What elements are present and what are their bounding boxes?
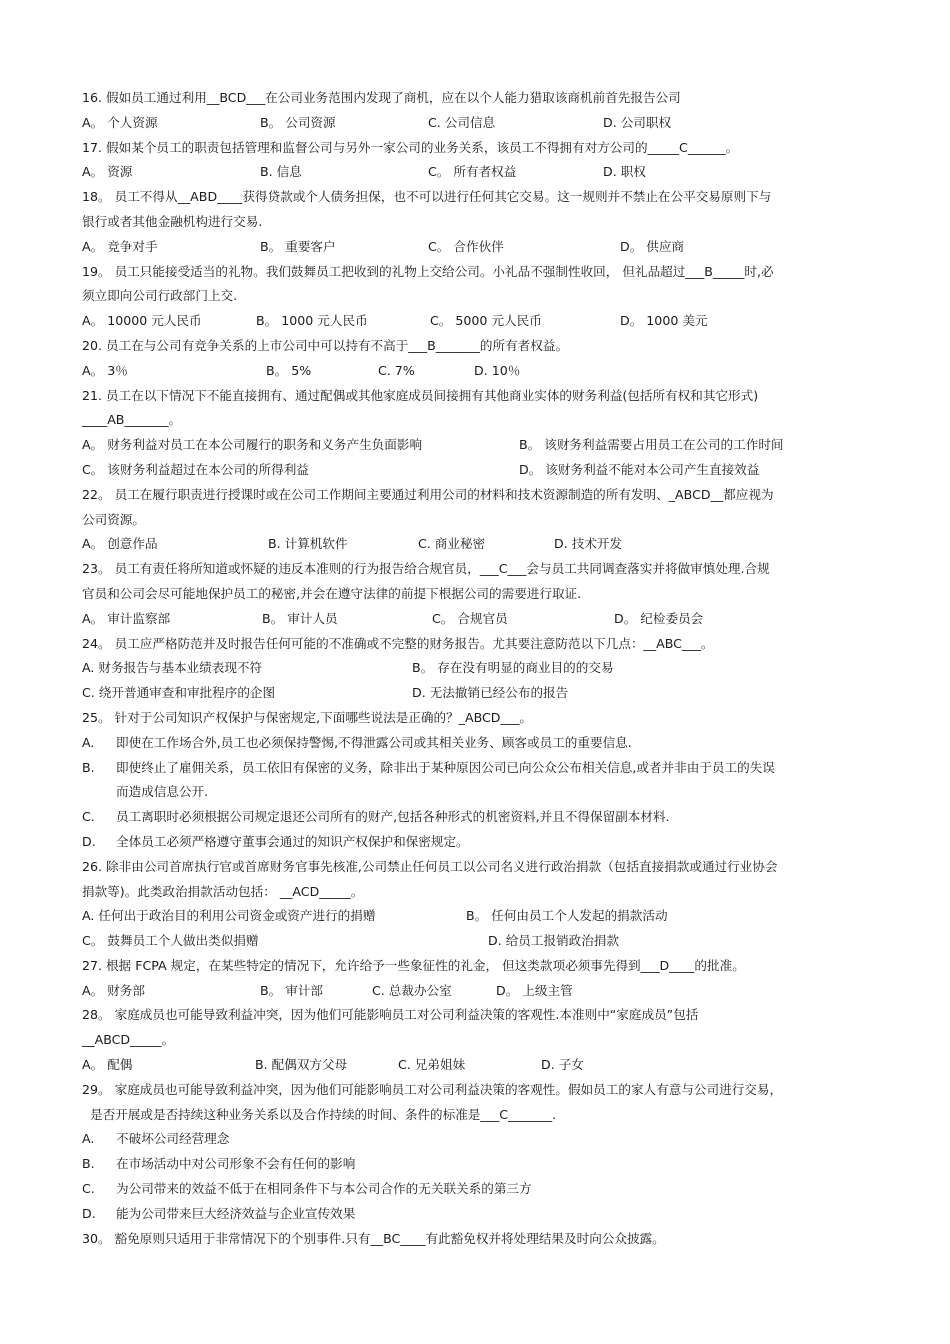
statement-label: A. — [82, 1131, 95, 1147]
question-19-line-1: 19。 员工只能接受适当的礼物。我们鼓舞员工把收到的礼物上交给公司。小礼品不强制性收回， 但礼品超过___B_____时,必 — [82, 263, 774, 279]
question-17: 17. 假如某个员工的职责包括管理和监督公司与另外一家公司的业务关系，该员工不得拥有对方公司的_____C______。 — [82, 139, 739, 155]
option-a: A。 财务部 — [82, 982, 145, 998]
question-30: 30。 豁免原则只适用于非常情况下的个别事件.只有__BC____有此豁免权并将处理结果及时向公众披露。 — [82, 1230, 665, 1246]
option-b: B. 信息 — [260, 164, 302, 180]
question-22-line-1: 22。 员工在履行职责进行授课时或在公司工作期间主要通过利用公司的材料和技术资源制造的所有发明、_ABCD__都应视为 — [82, 486, 774, 502]
option-c: C. 兄弟姐妹 — [398, 1057, 466, 1073]
option-d: D. 10％ — [474, 362, 521, 378]
statement-text: 不破坏公司经营理念 — [116, 1131, 230, 1147]
question-22-line-2: 公司资源。 — [82, 511, 145, 527]
option-d: D. 子女 — [541, 1057, 584, 1073]
option-b: B。 重要客户 — [260, 238, 336, 254]
option-d: D. 职权 — [603, 164, 646, 180]
option-b: B。 审计部 — [260, 982, 324, 998]
statement-d — [82, 830, 884, 855]
option-b: B. 配偶双方父母 — [255, 1057, 348, 1073]
statement-text: 即使终止了雇佣关系，员工依旧有保密的义务，除非出于某种原因公司已向公众公布相关信息,或者并非由于员工的失误 — [116, 759, 775, 775]
option-d: D。 该财务利益不能对本公司产生直接效益 — [519, 461, 760, 477]
question-27: 27. 根据 FCPA 规定，在某些特定的情况下，允许给予一些象征性的礼金， 但这类款项必须事先得到___D____的批准。 — [82, 957, 745, 973]
option-a: A。 竞争对手 — [82, 238, 158, 254]
options-27 — [82, 979, 884, 1004]
option-c: C. 7% — [378, 362, 415, 378]
option-a: A。 审计监察部 — [82, 610, 171, 626]
statement-label: C. — [82, 809, 95, 825]
option-c: C。 合作伙伴 — [428, 238, 504, 254]
option-a: A。 配偶 — [82, 1057, 133, 1073]
option-c: C。 所有者权益 — [428, 164, 517, 180]
question-28-line-1: 28。 家庭成员也可能导致利益冲突，因为他们可能影响员工对公司利益决策的客观性.本准则中“家庭成员”包括 — [82, 1007, 699, 1023]
statement-label: D. — [82, 833, 96, 849]
question-28-line-2: __ABCD_____。 — [82, 1032, 175, 1048]
question-24: 24。 员工应严格防范并及时报告任何可能的不准确或不完整的财务报告。尤其要注意防范以下几点：__ABC___。 — [82, 635, 714, 651]
statement-text: 即使在工作场合外,员工也必须保持警惕,不得泄露公司或其相关业务、顾客或员工的重要信息. — [116, 734, 632, 750]
statement-b — [82, 756, 884, 781]
question-21-line-2: ____AB_______。 — [82, 412, 182, 428]
option-a: A。 创意作品 — [82, 536, 158, 552]
question-19-line-2: 须立即向公司行政部门上交. — [82, 288, 238, 304]
option-c: C。 鼓舞员工个人做出类似捐赠 — [82, 933, 259, 949]
option-c: C。 合规官员 — [432, 610, 508, 626]
option-d: D. 技术开发 — [554, 536, 623, 552]
option-d: D。 纪检委员会 — [614, 610, 704, 626]
option-a: A. 任何出于政治目的利用公司资金或资产进行的捐赠 — [82, 908, 376, 924]
option-d: D。 供应商 — [620, 238, 685, 254]
question-23-line-1: 23。 员工有责任将所知道或怀疑的违反本准则的行为报告给合规官员，___C___会与员工共同调查落实并将做审慎处理.合规 — [82, 561, 770, 577]
options-22 — [82, 532, 884, 557]
option-b: B。 存在没有明显的商业目的的交易 — [412, 660, 614, 676]
statement-a — [82, 731, 884, 756]
statement-a — [82, 1127, 884, 1152]
option-a: A。 财务利益对员工在本公司履行的职务和义务产生负面影响 — [82, 437, 423, 453]
statement-c — [82, 1177, 884, 1202]
statement-b-cont: 而造成信息公开. — [116, 784, 209, 800]
option-b: B。 公司资源 — [260, 114, 336, 130]
statement-label: A. — [82, 734, 95, 750]
options-17 — [82, 160, 884, 185]
question-23-line-2: 官员和公司会尽可能地保护员工的秘密,并会在遵守法律的前提下根据公司的需要进行取证. — [82, 585, 582, 601]
question-21-line-1: 21. 员工在以下情况下不能直接拥有、通过配偶或其他家庭成员间接拥有其他商业实体的财务利益(包括所有权和其它形式) — [82, 387, 759, 403]
option-a: A。 10000 元人民币 — [82, 313, 202, 329]
option-b: B。 任何由员工个人发起的捐款活动 — [466, 908, 668, 924]
options-23 — [82, 607, 884, 632]
options-19 — [82, 309, 884, 334]
option-d: D。 1000 美元 — [620, 313, 708, 329]
option-c: C. 总裁办公室 — [372, 982, 452, 998]
statement-label: B. — [82, 759, 95, 775]
statement-text: 为公司带来的效益不低于在相同条件下与本公司合作的无关联关系的第三方 — [116, 1181, 532, 1197]
options-28 — [82, 1053, 884, 1078]
options-21-row-1 — [82, 433, 884, 458]
question-29-line-2: 是否开展或是否持续这种业务关系以及合作持续的时间、条件的标准是___C_______. — [90, 1106, 557, 1122]
options-16 — [82, 111, 884, 136]
option-b: B。 1000 元人民币 — [256, 313, 368, 329]
option-a: A。 3％ — [82, 362, 128, 378]
option-b: B。 该财务利益需要占用员工在公司的工作时间 — [519, 437, 784, 453]
option-a: A。 资源 — [82, 164, 133, 180]
statement-text: 在市场活动中对公司形象不会有任何的影响 — [116, 1156, 356, 1172]
option-c: C。 5000 元人民币 — [430, 313, 542, 329]
statement-label: C. — [82, 1181, 95, 1197]
option-a: A。 个人资源 — [82, 114, 158, 130]
option-c: C. 公司信息 — [428, 114, 496, 130]
question-26-line-1: 26. 除非由公司首席执行官或首席财务官事先核准,公司禁止任何员工以公司名义进行政治捐款（包括直接捐款或通过行业协会 — [82, 858, 778, 874]
option-d: D. 给员工报销政治捐款 — [488, 933, 620, 949]
options-26-row-1 — [82, 904, 884, 929]
options-24-row-1 — [82, 656, 884, 681]
question-20: 20. 员工在与公司有竞争关系的上市公司中可以持有不高于___B_______的所有者权益。 — [82, 337, 569, 353]
option-a: A. 财务报告与基本业绩表现不符 — [82, 660, 263, 676]
question-16: 16. 假如员工通过利用__BCD___在公司业务范围内发现了商机，应在以个人能力猎取该商机前首先报告公司 — [82, 90, 681, 105]
question-18-line-1: 18。 员工不得从__ABD____获得贷款或个人债务担保，也不可以进行任何其它交易。这一规则并不禁止在公平交易原则下与 — [82, 189, 772, 205]
option-c: C。 该财务利益超过在本公司的所得利益 — [82, 461, 309, 477]
question-18-line-2: 银行或者其他金融机构进行交易. — [82, 213, 263, 229]
option-d: D. 公司职权 — [603, 114, 672, 130]
option-b: B。 5% — [266, 362, 312, 378]
option-d: D. 无法撤销已经公布的报告 — [412, 685, 569, 701]
statement-b — [82, 1152, 884, 1177]
statement-label: D. — [82, 1205, 96, 1221]
statement-c — [82, 805, 884, 830]
option-c: C. 绕开普通审查和审批程序的企图 — [82, 685, 276, 701]
options-26-row-2 — [82, 929, 884, 954]
options-24-row-2 — [82, 681, 884, 706]
option-c: C. 商业秘密 — [418, 536, 486, 552]
option-d: D。 上级主管 — [496, 982, 573, 998]
statement-text: 能为公司带来巨大经济效益与企业宣传效果 — [116, 1205, 356, 1221]
statement-text: 员工离职时必须根据公司规定退还公司所有的财产,包括各种形式的机密资料,并且不得保留副本材料. — [116, 809, 670, 825]
question-25: 25。 针对于公司知识产权保护与保密规定,下面哪些说法是正确的？_ABCD___。 — [82, 709, 532, 725]
question-26-line-2: 捐款等)。此类政治捐款活动包括： __ACD_____。 — [82, 883, 364, 899]
options-20 — [82, 359, 884, 384]
question-29-line-1: 29。 家庭成员也可能导致利益冲突，因为他们可能影响员工对公司利益决策的客观性。假如员工的家人有意与公司进行交易， — [82, 1081, 783, 1097]
option-b: B. 计算机软件 — [268, 536, 348, 552]
statement-d — [82, 1202, 884, 1227]
options-21-row-2 — [82, 458, 884, 483]
option-b: B。 审计人员 — [262, 610, 338, 626]
statement-label: B. — [82, 1156, 95, 1172]
statement-text: 全体员工必须严格遵守董事会通过的知识产权保护和保密规定。 — [116, 833, 469, 849]
options-18 — [82, 235, 884, 260]
